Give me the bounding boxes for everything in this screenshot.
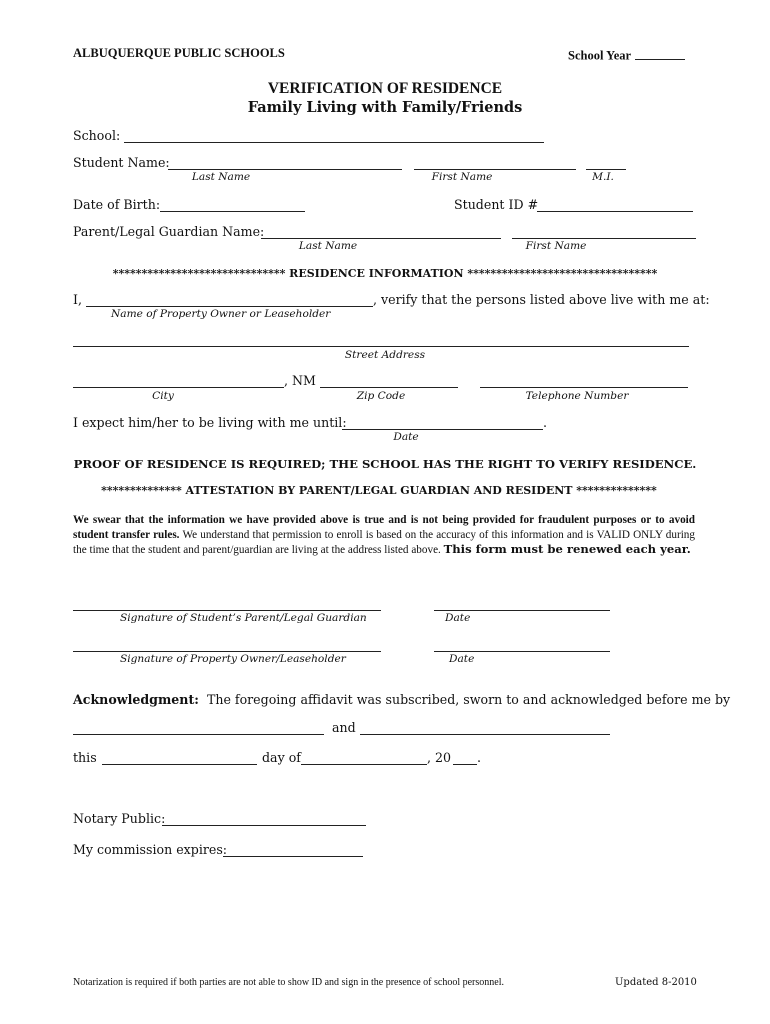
owner-signature-caption: Signature of Property Owner/Leaseholder xyxy=(120,653,346,665)
acknowledgment-year-prefix: , 20 xyxy=(427,750,452,765)
student-last-name-caption: Last Name xyxy=(191,171,251,183)
guardian-signature-date-input[interactable] xyxy=(434,610,610,611)
student-name-label: Student Name: xyxy=(73,155,170,170)
school-label: School: xyxy=(73,128,121,143)
acknowledgment-person-2-input[interactable] xyxy=(360,734,610,735)
acknowledgment-this: this xyxy=(73,750,97,765)
form-title: VERIFICATION OF RESIDENCE xyxy=(267,80,503,97)
footer-note: Notarization is required if both parties are not able to show ID and sign in the presence of school personnel. xyxy=(73,977,504,988)
guardian-signature-caption: Signature of Student’s Parent/Legal Guardian xyxy=(120,612,367,624)
student-first-name-caption: First Name xyxy=(431,171,493,183)
telephone-caption: Telephone Number xyxy=(525,390,629,402)
expect-until-date-caption: Date xyxy=(393,431,419,443)
street-address-caption: Street Address xyxy=(344,349,426,361)
street-address-input[interactable] xyxy=(73,346,689,347)
owner-name-input[interactable] xyxy=(86,306,373,307)
notary-public-label: Notary Public: xyxy=(73,811,166,826)
dob-input[interactable] xyxy=(160,211,305,212)
guardian-first-name-caption: First Name xyxy=(525,240,587,252)
expect-until-date-input[interactable] xyxy=(342,429,543,430)
owner-signature-date-input[interactable] xyxy=(434,651,610,652)
acknowledgment-year-input[interactable] xyxy=(453,764,477,765)
guardian-name-label: Parent/Legal Guardian Name: xyxy=(73,224,265,239)
commission-expires-label: My commission expires: xyxy=(73,842,228,857)
acknowledgment-day-of: day of xyxy=(262,750,301,765)
acknowledgment-day-input[interactable] xyxy=(102,764,257,765)
dob-label: Date of Birth: xyxy=(73,197,161,212)
guardian-signature-date-caption: Date xyxy=(445,612,471,624)
acknowledgment-month-input[interactable] xyxy=(301,764,427,765)
acknowledgment-and: and xyxy=(332,720,356,735)
guardian-last-name-caption: Last Name xyxy=(298,240,358,252)
school-input[interactable] xyxy=(124,142,544,143)
acknowledgment-person-1-input[interactable] xyxy=(73,734,324,735)
district-name: ALBUQUERQUE PUBLIC SCHOOLS xyxy=(73,46,285,60)
guardian-signature-input[interactable] xyxy=(73,610,381,611)
expect-until-end: . xyxy=(543,415,548,430)
telephone-input[interactable] xyxy=(480,387,688,388)
owner-signature-date-caption: Date xyxy=(449,653,475,665)
city-caption: City xyxy=(152,390,174,402)
city-input[interactable] xyxy=(73,387,284,388)
proof-notice: PROOF OF RESIDENCE IS REQUIRED; THE SCHOOL HAS THE RIGHT TO VERIFY RESIDENCE. xyxy=(73,457,697,471)
attestation-paragraph xyxy=(73,513,695,558)
acknowledgment-label: Acknowledgment: xyxy=(73,692,199,707)
guardian-last-name-input[interactable] xyxy=(261,238,501,239)
zip-code-input[interactable] xyxy=(320,387,458,388)
nm-label: , NM xyxy=(284,373,316,388)
school-year-input[interactable] xyxy=(635,46,685,60)
i-label: I, xyxy=(73,292,82,307)
footer-updated: Updated 8-2010 xyxy=(615,977,697,988)
residence-heading: ****************************** RESIDENCE INFORMATION ********************************* xyxy=(112,267,658,280)
form-subtitle: Family Living with Family/Friends xyxy=(247,99,523,116)
student-id-input[interactable] xyxy=(537,211,693,212)
verify-text: , verify that the persons listed above live with me at: xyxy=(373,292,710,307)
school-year-field xyxy=(568,46,686,64)
owner-name-caption: Name of Property Owner or Leaseholder xyxy=(111,308,331,320)
student-mi-caption: M.I. xyxy=(592,171,614,183)
expect-until-label: I expect him/her to be living with me until: xyxy=(73,415,347,430)
acknowledgment-end: . xyxy=(477,750,482,765)
owner-signature-input[interactable] xyxy=(73,651,381,652)
acknowledgment-text: The foregoing affidavit was subscribed, sworn to and acknowledged before me by xyxy=(206,692,731,707)
student-mi-input[interactable] xyxy=(586,169,626,170)
attestation-bold-text: We swear that the information we have provided above is true and is not being provided for fraudulent purposes or to avoid student transfer rules. xyxy=(73,514,695,541)
attestation-normal-text: We understand that permission to enroll is based on the accuracy of this information and is VALID ONLY during the time that the student and parent/guardian are living at the address listed above. xyxy=(73,528,695,556)
attestation-renew-text: This form must be renewed each year. xyxy=(443,542,691,556)
school-year-label: School Year xyxy=(568,48,631,63)
attestation-heading: ************** ATTESTATION BY PARENT/LEGAL GUARDIAN AND RESIDENT ************** xyxy=(101,484,657,497)
zip-code-caption: Zip Code xyxy=(356,390,406,402)
guardian-first-name-input[interactable] xyxy=(512,238,696,239)
student-last-name-input[interactable] xyxy=(168,169,402,170)
commission-expires-input[interactable] xyxy=(223,856,363,857)
student-id-label: Student ID # xyxy=(454,197,539,212)
acknowledgment-line xyxy=(73,692,730,707)
student-first-name-input[interactable] xyxy=(414,169,576,170)
notary-public-input[interactable] xyxy=(162,825,366,826)
